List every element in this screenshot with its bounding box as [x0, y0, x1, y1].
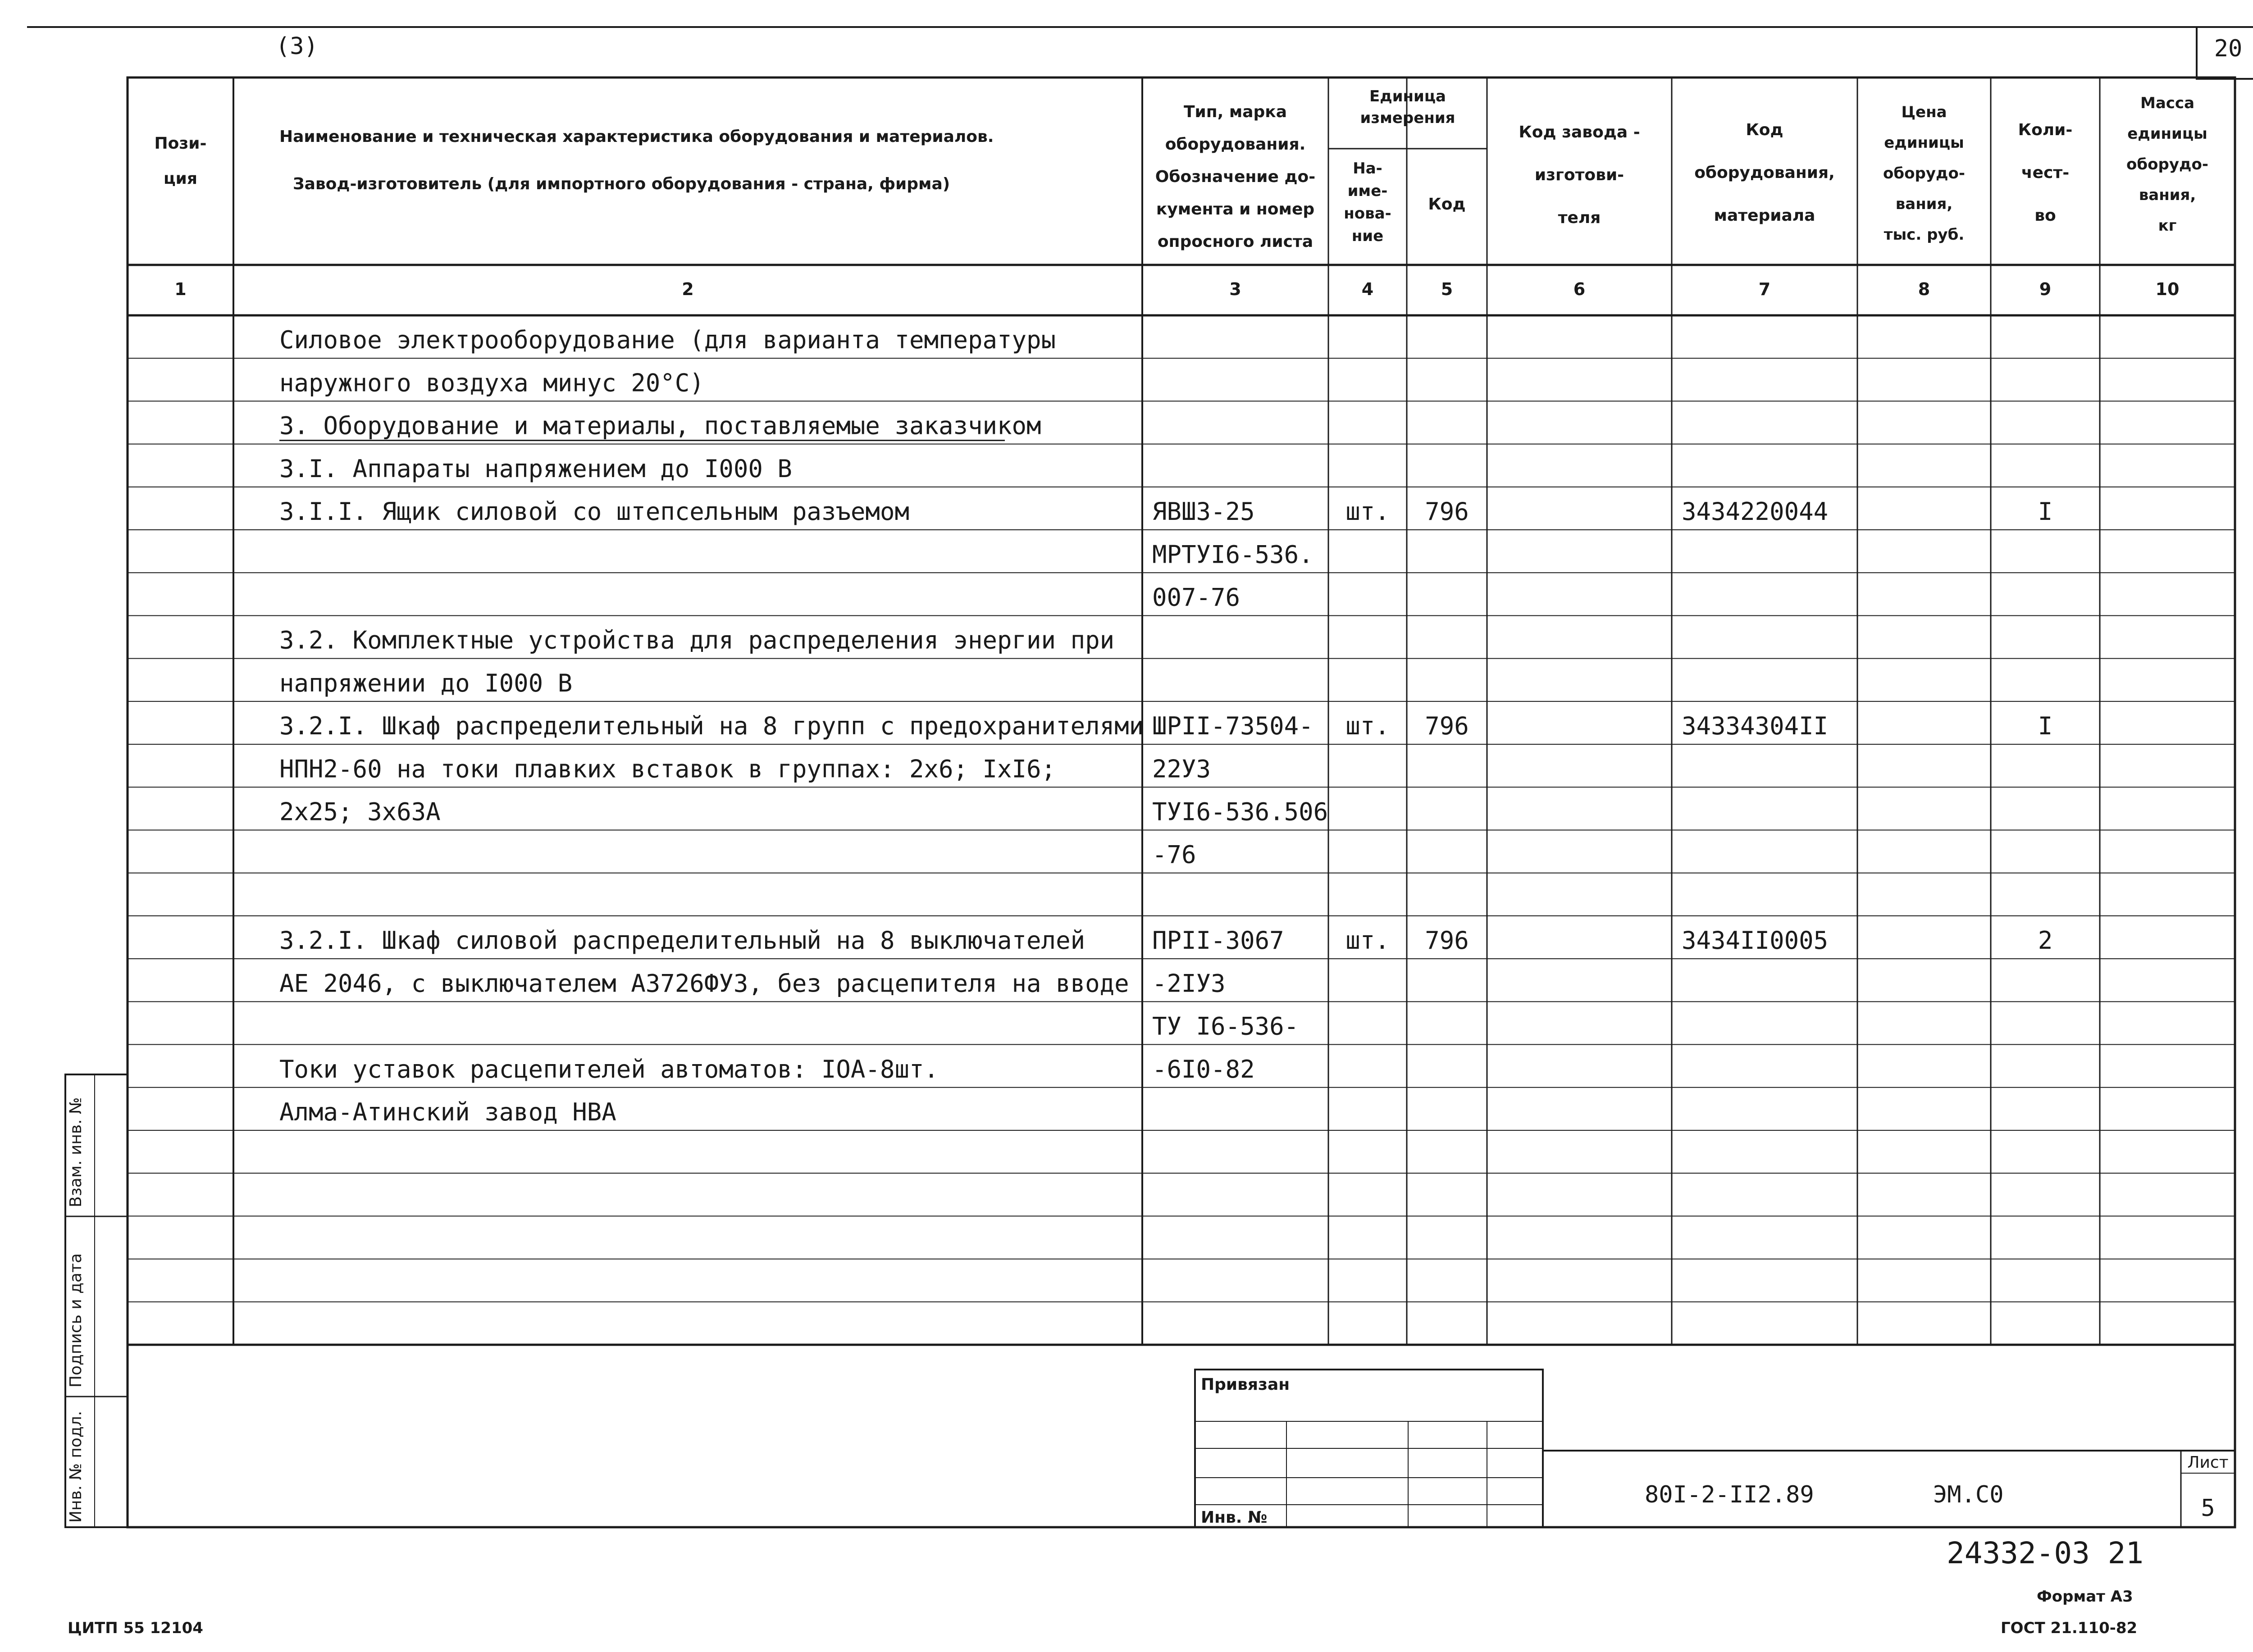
header-c6: Код завода - [1519, 123, 1640, 141]
row-name: 3.2. Комплектные устройства для распределения энергии при [279, 626, 1115, 655]
header-c3: кумента и номер [1156, 200, 1315, 218]
row-name: Алма-Атинский завод НВА [279, 1097, 616, 1126]
row-material-code: 3434220044 [1682, 497, 1829, 526]
header-c45_group: Единица [1369, 87, 1446, 105]
row-name: 3.I.I. Ящик силовой со штепсельным разъемом [279, 497, 909, 526]
row-material-code: 3434II0005 [1682, 926, 1829, 955]
header-c4: На- [1353, 159, 1382, 177]
page-box-number: 20 [2214, 35, 2243, 62]
header-c8: Цена [1901, 103, 1947, 121]
row-unit-code: 796 [1425, 497, 1469, 526]
header-c1: ция [163, 169, 198, 188]
stamp-inv-no: Инв. № [1201, 1508, 1268, 1527]
row-name: 3. Оборудование и материалы, поставляемые заказчиком [279, 411, 1041, 440]
row-name: НПН2-60 на токи плавких вставок в группах: 2х6; IхI6; [279, 755, 1056, 783]
row-name: Силовое электрооборудование (для варианта температуры [279, 326, 1056, 355]
header-c10: единицы [2127, 125, 2207, 143]
header-c3: опросного листа [1157, 232, 1313, 251]
header-c10: Масса [2140, 94, 2195, 112]
sheet-number: 5 [2201, 1495, 2215, 1522]
side-label-podpis: Подпись и дата [67, 1253, 85, 1388]
side-label-inv: Инв. № подл. [67, 1411, 85, 1523]
header-c9: во [2034, 206, 2056, 225]
row-unit: шт. [1345, 926, 1390, 955]
row-type: ЯВШЗ-25 [1152, 497, 1255, 526]
row-name: 2х25; 3х63А [279, 797, 441, 826]
row-name: 3.2.I. Шкаф силовой распределительный на 8 выключателей [279, 926, 1085, 955]
format-label: Формат А3 [2037, 1588, 2133, 1606]
side-label-vzam: Взам. инв. № [67, 1097, 85, 1207]
doc-code: 80I-2-II2.89 [1645, 1481, 1814, 1508]
stamp-privyazan: Привязан [1201, 1375, 1290, 1394]
header-c8: тыс. руб. [1884, 226, 1965, 244]
header-c4: име- [1347, 182, 1388, 200]
column-number: 5 [1441, 279, 1453, 299]
header-c5: Код [1428, 195, 1466, 214]
header-c3: Тип, марка [1183, 103, 1287, 121]
sheet-label: Лист [2187, 1453, 2229, 1472]
row-type: МРТУI6-536. [1152, 540, 1313, 569]
handwritten-number: 24332-03 21 [1947, 1536, 2144, 1570]
header-c3: оборудования. [1165, 135, 1306, 154]
row-name: Токи уставок расцепителей автоматов: IОА-8шт. [279, 1055, 939, 1083]
header-c10: вания, [2139, 186, 2196, 204]
header-c3: Обозначение до- [1155, 168, 1316, 186]
doc-mark: ЭМ.С0 [1933, 1481, 2004, 1508]
header-c4: ние [1351, 227, 1384, 245]
row-type: ТУI6-536.506 [1152, 797, 1328, 826]
row-type: 22У3 [1152, 755, 1211, 783]
row-type: -6I0-82 [1152, 1055, 1255, 1083]
header-c9: чест- [2021, 164, 2070, 182]
row-material-code: 34334304II [1682, 712, 1829, 741]
left-footer: ЦИТП 55 12104 [68, 1619, 203, 1637]
row-type: ПРII-3067 [1152, 926, 1284, 955]
header-c4: нова- [1344, 205, 1391, 223]
header-c2: Завод-изготовитель (для импортного оборудования - страна, фирма) [293, 175, 950, 193]
row-unit: шт. [1345, 712, 1390, 741]
column-number: 4 [1361, 279, 1374, 299]
row-unit-code: 796 [1425, 712, 1469, 741]
header-c10: кг [2158, 217, 2177, 235]
column-number: 2 [682, 279, 694, 299]
row-name: АЕ 2046, с выключателем А3726ФУ3, без расцепителя на вводе [279, 969, 1129, 998]
header-c10: оборудо- [2126, 155, 2208, 173]
column-number: 10 [2155, 279, 2180, 299]
row-name: 3.2.I. Шкаф распределительный на 8 групп с предохранителями [279, 712, 1144, 741]
header-c7: оборудования, [1694, 164, 1835, 182]
header-c7: Код [1746, 121, 1783, 139]
corner-label: (3) [276, 33, 318, 60]
row-qty: I [2038, 712, 2053, 741]
row-type: 007-76 [1152, 583, 1241, 612]
header-c7: материала [1714, 206, 1815, 225]
row-unit-code: 796 [1425, 926, 1469, 955]
row-qty: I [2038, 497, 2053, 526]
row-name: наружного воздуха минус 20°С) [279, 369, 704, 397]
header-c8: вания, [1895, 195, 1953, 213]
column-number: 3 [1229, 279, 1241, 299]
header-c6: теля [1558, 209, 1601, 227]
column-number: 8 [1918, 279, 1930, 299]
row-name: напряжении до I000 В [279, 669, 573, 697]
row-name: 3.I. Аппараты напряжением до I000 В [279, 454, 792, 483]
row-type: -76 [1152, 840, 1196, 869]
row-type: ТУ I6-536- [1152, 1012, 1299, 1041]
column-number: 9 [2039, 279, 2052, 299]
header-c9: Коли- [2018, 121, 2073, 139]
row-type: -2IУ3 [1152, 969, 1226, 998]
header-c2: Наименование и техническая характеристика оборудования и материалов. [279, 127, 994, 146]
row-unit: шт. [1345, 497, 1390, 526]
header-c45_group: измерения [1360, 109, 1455, 127]
header-c8: единицы [1884, 134, 1964, 152]
header-c6: изготови- [1534, 166, 1624, 184]
column-number: 6 [1573, 279, 1586, 299]
column-number: 7 [1758, 279, 1771, 299]
header-c1: Пози- [154, 134, 207, 153]
row-qty: 2 [2038, 926, 2053, 955]
header-c8: оборудо- [1883, 164, 1965, 182]
right-footer: ГОСТ 21.110-82 [2001, 1619, 2138, 1637]
column-number: 1 [174, 279, 187, 299]
row-type: ШРII-73504- [1152, 712, 1313, 741]
